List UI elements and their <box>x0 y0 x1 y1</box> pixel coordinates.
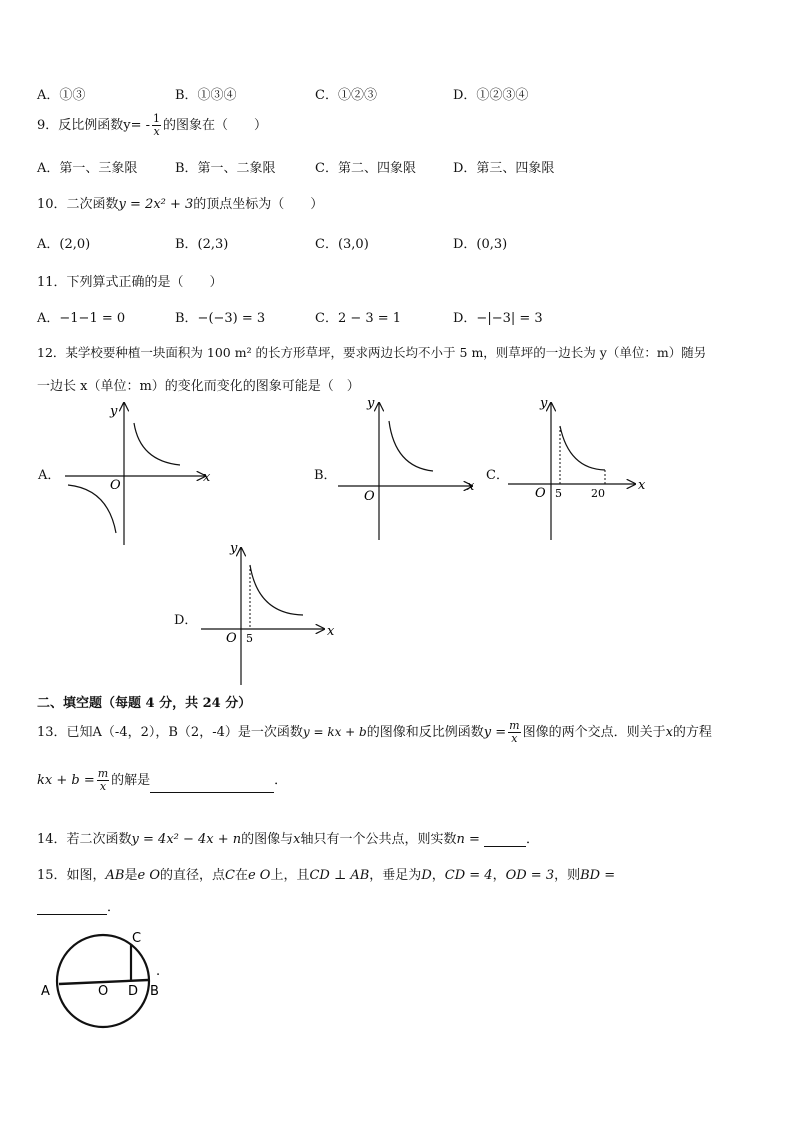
graph-b-origin: O <box>364 489 375 504</box>
question-9-stem: 9．反比例函数y= - $\frac{1}{x}$ 的图象在（ ） <box>37 112 268 138</box>
question-14: 14．若二次函数y = 4x² − 4x + n的图像与x轴只有一个公共点，则实数n = ． <box>37 832 539 847</box>
graph-a <box>60 395 220 550</box>
graph-c-origin: O <box>535 486 546 501</box>
graph-a-curve-q3 <box>68 485 116 533</box>
graph-d <box>198 538 343 688</box>
q10-option-d: D．(0,3) <box>453 237 508 252</box>
q8-option-d: D．①②③④ <box>453 88 529 103</box>
fig-label-c: C <box>132 931 142 946</box>
fig-label-o: O <box>98 984 109 999</box>
graph-c-y-label: y <box>540 396 548 411</box>
graph-a-y-label: y <box>110 404 118 419</box>
q13-fraction-2: $\frac{m}{x}$ <box>97 767 109 793</box>
graph-c-tick-20: 20 <box>591 487 605 500</box>
fig-label-b: B <box>150 984 159 999</box>
graph-c-label: C． <box>486 468 509 483</box>
q9-option-d: D．第三、四象限 <box>453 161 555 176</box>
circle-figure <box>35 925 175 1035</box>
q11-option-a: A．−1−1 = 0 <box>37 311 126 326</box>
graph-a-x-label: x <box>203 470 211 485</box>
graph-c-x-label: x <box>638 478 646 493</box>
q15-answer-blank[interactable] <box>37 901 107 915</box>
graph-d-origin: O <box>226 631 237 646</box>
q11-option-b: B．−(−3) = 3 <box>175 311 266 326</box>
q9-option-b: B．第一、二象限 <box>175 161 276 176</box>
graph-d-curve <box>250 565 303 615</box>
q10-option-a: A．(2,0) <box>37 237 91 252</box>
graph-d-tick-5: 5 <box>246 632 253 645</box>
q11-option-d: D．−|−3| = 3 <box>453 311 543 326</box>
graph-a-origin: O <box>110 478 121 493</box>
graph-b-y-label: y <box>367 396 375 411</box>
q14-answer-blank[interactable] <box>484 833 526 847</box>
graph-d-label: D． <box>174 613 198 628</box>
graph-c-tick-5: 5 <box>555 487 562 500</box>
q9-fraction: $\frac{1}{x}$ <box>153 112 161 138</box>
q9-option-c: C．第二、四象限 <box>315 161 416 176</box>
graph-b <box>335 393 480 543</box>
graph-c <box>505 393 650 543</box>
question-10-stem: 10．二次函数y = 2x² + 3的顶点坐标为（ ） <box>37 197 324 212</box>
q9-option-a: A．第一、三象限 <box>37 161 138 176</box>
q8-option-c: C．①②③ <box>315 88 377 103</box>
q10-option-b: B．(2,3) <box>175 237 229 252</box>
graph-a-label: A． <box>38 468 61 483</box>
graph-d-x-label: x <box>327 624 335 639</box>
question-15-line1: 15．如图，AB是e O的直径，点C在e O上，且CD ⊥ AB，垂足为D，CD = 4，OD = 3，则BD = <box>37 868 616 883</box>
section-2-title: 二、填空题（每题 4 分，共 24 分） <box>37 696 252 711</box>
graph-c-curve <box>560 426 605 470</box>
q8-option-a: A．①③ <box>37 88 86 103</box>
graph-b-label: B． <box>314 468 337 483</box>
graph-b-x-label: x <box>467 479 475 494</box>
question-15-line2: ． <box>37 896 120 915</box>
graph-a-curve-q1 <box>134 423 180 465</box>
fig-label-a: A <box>41 984 50 999</box>
q11-option-c: C．2 − 3 = 1 <box>315 311 402 326</box>
question-13-line2: kx + b = $\frac{m}{x}$ 的解是 ． <box>37 767 288 793</box>
q13-answer-blank[interactable] <box>150 779 274 793</box>
question-13-line1: 13．已知A（-4，2），B（2，-4）是一次函数y = kx + b的图像和反比例函数y = $\frac{m}{x}$ 图像的两个交点．则关于x的方程 <box>37 719 712 745</box>
q8-option-b: B．①③④ <box>175 88 237 103</box>
fig-label-d: D <box>128 984 139 999</box>
graph-d-y-label: y <box>230 541 238 556</box>
graph-b-curve <box>389 421 433 471</box>
question-12-line2: 一边长 x（单位：m）的变化而变化的图象可能是（ ） <box>37 379 360 394</box>
question-11-stem: 11．下列算式正确的是（ ） <box>37 275 223 290</box>
question-12-line1: 12．某学校要种植一块面积为 100 m² 的长方形草坪，要求两边长均不小于 5 m，则草坪的一边长为 y（单位：m）随另 <box>37 345 707 360</box>
q13-fraction-1: $\frac{m}{x}$ <box>509 719 520 745</box>
q10-option-c: C．(3,0) <box>315 237 369 252</box>
fig-dot: . <box>156 964 161 979</box>
